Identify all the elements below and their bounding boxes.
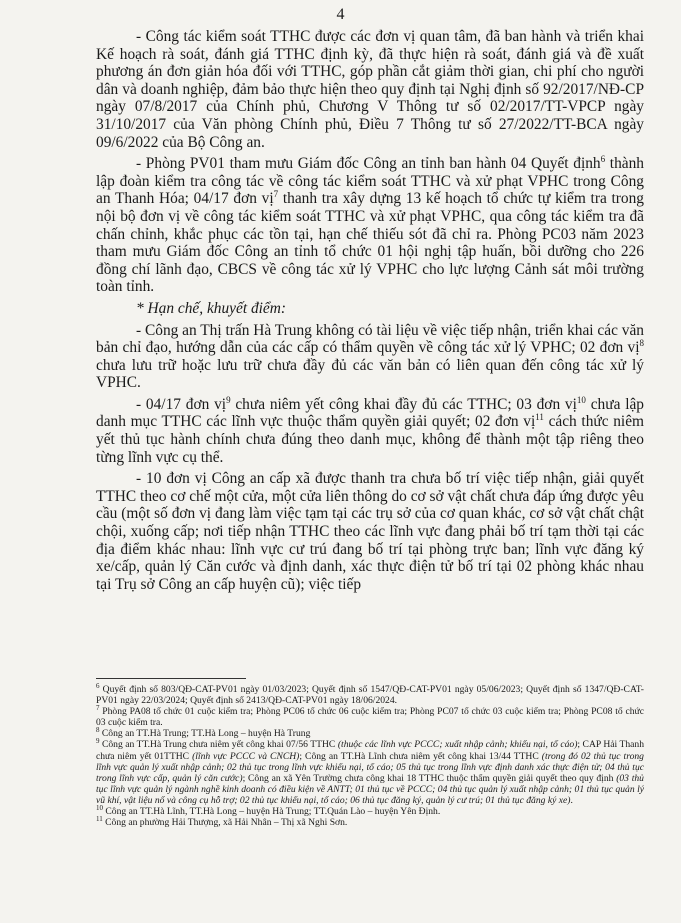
paragraph-tthc-control: - Công tác kiểm soát TTHC được các đơn vị quan tâm, đã ban hành và triển khai Kế hoạch rà soát, đánh giá TTHC định kỳ, đã thực hiện rà soát, đánh giá và đề xuất phương án đơn giản hóa đối với TTHC, góp phần cắt giảm thời gian, chi phí cho người dân và doanh nghiệp, đảm bảo thực hiện theo quy định tại Nghị định số 92/2017/NĐ-CP ngày 07/8/2017 của Chính phủ, Chương V Thông tư số 02/2017/TT-VPCP ngày 31/10/2017 của Văn phòng Chính phủ, Điều 7 Thông tư số 27/2022/TT-BCA ngày 09/6/2022 của Bộ Công an. [96, 28, 644, 151]
footnote-number: 11 [96, 814, 103, 823]
paragraph-ha-trung [96, 322, 644, 392]
footnote-number: 6 [96, 681, 100, 690]
footnote-8 [96, 728, 644, 739]
text-segment: chưa lưu trữ hoặc lưu trữ chưa đầy đủ các văn bản có liên quan đến công tác xử lý VPHC. [96, 356, 644, 392]
footnote-text: . [570, 794, 573, 806]
text-segment: - 04/17 đơn vị [136, 395, 227, 413]
footnote-text: ; CAP Hải Thanh chưa niêm yết 01TTHC [96, 739, 645, 762]
footnote-11 [96, 814, 644, 829]
text-segment: thanh tra xây dựng 13 kế hoạch tổ chức tự kiểm tra trong nội bộ đơn vị về công tác kiểm soát TTHC và xử phạt VPHC, qua công tác kiểm tra đã chấn chỉnh, khắc phục các tồn tại, hạn chế thiếu sót đã chỉ ra. Phòng PC03 năm 2023 tham mưu Giám đốc Công an tỉnh tổ chức 01 hội nghị tập huấn, bồi dưỡng cho 226 đồng chí lãnh đạo, CBCS về công tác xử lý VPHC cho lực lượng Cảnh sát môi trường toàn tỉnh. [96, 190, 644, 296]
footnote-number: 7 [96, 704, 100, 712]
footnote-text: Công an phường Hải Thượng, xã Hải Nhân – Thị xã Nghi Sơn. [102, 817, 348, 829]
footnote-ref[interactable]: 7 [273, 189, 279, 200]
footnote-text: Công an TT.Hà Trung; TT.Hà Long – huyện Hà Trung [99, 728, 311, 740]
footnote-number: 9 [96, 737, 100, 746]
paragraph-listing [96, 396, 644, 466]
footnote-text: ; Công an xã Yên Trường chưa công khai 18 TTHC thuộc thẩm quyền giải quyết theo quy định [242, 772, 617, 784]
footnote-ref[interactable]: 11 [535, 412, 544, 423]
footnote-ref[interactable]: 9 [226, 394, 231, 405]
text-segment: thành lập đoàn kiểm tra công tác về công tác kiểm soát TTHC và xử phạt VPHC trong Công an Thanh Hóa; 04/17 đơn vị [96, 155, 645, 208]
footnote-italic: (thuộc các lĩnh vực PCCC; xuất nhập cảnh; khiếu nại, tố cáo) [337, 739, 578, 751]
footnote-ref[interactable]: 6 [600, 154, 606, 165]
text-segment: chưa niêm yết công khai đầy đủ các TTHC; 03 đơn vị [230, 395, 577, 413]
footnote-9 [96, 739, 644, 806]
document-body [96, 28, 644, 597]
text-segment: chưa lập danh mục TTHC các lĩnh vực thuộc thẩm quyền giải quyết; 02 đơn vị [96, 395, 645, 431]
footnote-italic: (lĩnh vực PCCC và CNCH) [192, 750, 300, 762]
footnote-separator [96, 678, 246, 679]
footnote-text: Công an TT.Hà Trung chưa niêm yết công khai 07/56 TTHC [99, 739, 338, 751]
footnote-number: 10 [96, 803, 103, 812]
paragraph-pv01 [96, 155, 644, 296]
section-heading-limitations: * Hạn chế, khuyết điểm: [136, 299, 286, 317]
paragraph-one-stop: - 10 đơn vị Công an cấp xã được thanh tra chưa bố trí việc tiếp nhận, giải quyết TTHC theo cơ chế một cửa, một cửa liên thông do cơ sở vật chất chưa đáp ứng được yêu cầu (một số đơn vị đang làm việc tạm tại các trụ sở của cơ quan khác, cơ sở vật chất chật chội, xuống cấp; nơi tiếp nhận TTHC theo các lĩnh vực đang phải bố trí tạm thời tại các địa điểm khác nhau: lĩnh vực cư trú đang bố trí tại phòng trực ban; lĩnh vực đăng ký xe/cấp, quản lý Căn cước và định danh, xác thực điện tử bố trí tại 02 phòng khác nhau tại Trụ sở Công an cấp huyện cũ); việc tiếp [96, 470, 644, 593]
footnote-text: Phòng PA08 tổ chức 01 cuộc kiểm tra; Phòng PC06 tổ chức 06 cuộc kiểm tra; Phòng PC07 tổ chức 03 cuộc kiểm tra; Phòng PC08 tổ chức 03 cuộc kiểm tra. [96, 706, 644, 729]
footnote-italic: (trong đó 02 thủ tục trong lĩnh vực quản lý xuất nhập cảnh; 02 thủ tục trong lĩnh vực khiếu nại, tố cáo; 05 thủ tục trong lĩnh vực định danh xác thực điện tử; 04 thủ tục trong lĩnh vực cấp, quản lý căn cước) [96, 750, 644, 784]
text-segment: cách thức niêm yết thủ tục hành chính chưa đúng theo danh mục, không để thành một tập riêng theo từng lĩnh vực cụ thể. [96, 413, 644, 466]
footnote-7 [96, 706, 644, 728]
footnote-number: 8 [96, 726, 100, 735]
footnote-10 [96, 803, 644, 818]
text-segment: - Phòng PV01 tham mưu Giám đốc Công an tỉnh ban hành 04 Quyết định [136, 155, 601, 173]
footnote-ref[interactable]: 8 [639, 337, 644, 348]
footnotes [96, 681, 645, 829]
footnote-text: Quyết định số 803/QĐ-CAT-PV01 ngày 01/03/2023; Quyết định số 1547/QĐ-CAT-PV01 ngày 05/06/2023; Quyết định số 1347/QĐ-CAT-PV01 ngày 22/03/2024; Quyết định số 2413/QĐ-CAT-PV01 ngày 18/06/2024. [96, 684, 644, 707]
page-number: 4 [336, 6, 345, 23]
footnote-6 [96, 681, 644, 707]
footnote-ref[interactable]: 10 [576, 394, 586, 405]
footnote-text: Công an TT.Hà Lĩnh, TT.Hà Long – huyện Hà Trung; TT.Quán Lào – huyện Yên Định. [103, 806, 441, 818]
footnote-text: ; Công an TT.Hà Lĩnh chưa niêm yết công khai 13/44 TTHC [299, 750, 542, 762]
text-segment: - Công an Thị trấn Hà Trung không có tài liệu về việc tiếp nhận, triển khai các văn bản chỉ đạo, hướng dẫn của các cấp có thẩm quyền về công tác xử lý VPHC; 02 đơn vị [96, 321, 644, 357]
footnote-italic: (03 thủ tục lĩnh vực quản lý ngành nghề kinh doanh có điều kiện về ANTT; 01 thủ tục về PCCC; 04 thủ tục quản lý xuất nhập cảnh; 01 thủ tục quản lý vũ khí, vật liệu nổ và công cụ hỗ trợ; 02 thủ tục khiếu nại, tố cáo; 06 thủ tục đăng ký, quản lý cư trú; 01 thủ tục đăng ký xe) [96, 772, 644, 806]
